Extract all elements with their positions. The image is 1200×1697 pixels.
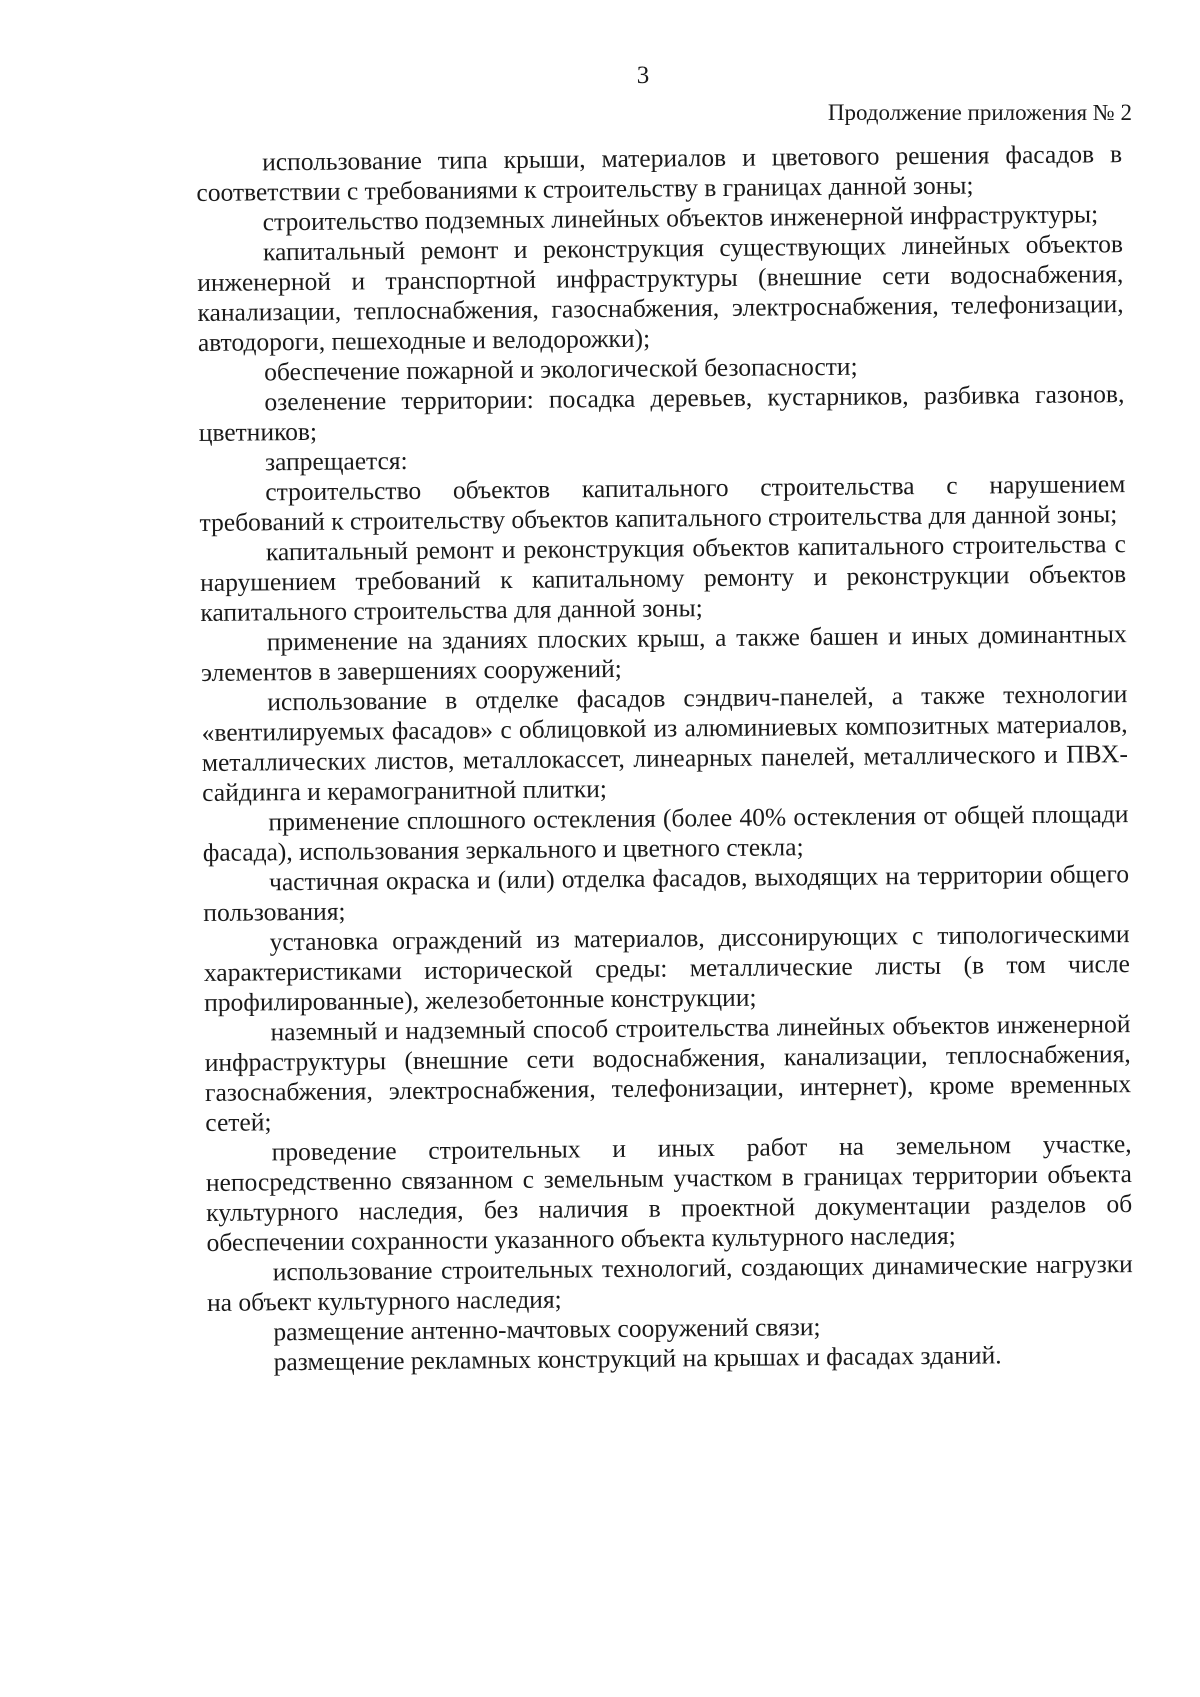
paragraph: строительство подземных линейных объектов инженерной инфраструктуры; bbox=[262, 199, 1099, 237]
appendix-continuation-header: Продолжение приложения № 2 bbox=[827, 100, 1132, 125]
paragraph: обеспечение пожарной и экологической безопасности; bbox=[264, 351, 858, 387]
paragraph: строительство объектов капитального строительства с нарушением требований к строительству объектов капитального строительства для данной зоны; bbox=[199, 469, 1126, 537]
paragraph: применение сплошного остекления (более 40% остекления от общей площади фасада), использования зеркального и цветного стекла; bbox=[202, 799, 1129, 867]
paragraph: размещение антенно-мачтовых сооружений связи; bbox=[273, 1312, 821, 1347]
paragraph: использование типа крыши, материалов и цветового решения фасадов в соответствии с требованиями к строительству в границах данной зоны; bbox=[196, 139, 1123, 207]
paragraph: использование строительных технологий, создающих динамические нагрузки на объект культурного наследия; bbox=[206, 1249, 1133, 1317]
paragraph: размещение рекламных конструкций на крышах и фасадах зданий. bbox=[273, 1340, 1002, 1377]
paragraph: использование в отделке фасадов сэндвич-панелей, а также технологии «вентилируемых фасадов» с облицовкой из алюминиевых композитных материалов, металлических листов, металлокассет, линеарных панелей, металлического и ПВХ-сайдинга и керамогранитной плитки; bbox=[201, 679, 1128, 807]
paragraph: проведение строительных и иных работ на земельном участке, непосредственно связанном с земельным участком в границах территории объекта культурного наследия, без наличия в проектной документации разделов об обеспечении сохранности указанного объекта культурного наследия; bbox=[205, 1129, 1133, 1257]
paragraph: капитальный ремонт и реконструкция объектов капитального строительства с нарушением требований к капитальному ремонту и реконструкции объектов капитального строительства для данной зоны; bbox=[200, 529, 1127, 627]
paragraph: применение на зданиях плоских крыш, а также башен и иных доминантных элементов в завершениях сооружений; bbox=[200, 619, 1127, 687]
paragraph: запрещается: bbox=[264, 445, 408, 477]
page-number: 3 bbox=[636, 62, 650, 89]
paragraph: наземный и надземный способ строительства линейных объектов инженерной инфраструктуры (внешние сети водоснабжения, канализации, теплоснабжения, газоснабжения, электроснабжения, телефонизации, интернет), кроме временных сетей; bbox=[204, 1009, 1132, 1137]
document-body bbox=[196, 139, 1134, 1378]
paragraph: установка ограждений из материалов, диссонирующих с типологическими характеристиками исторической среды: металлические листы (в том числе профилированные), железобетонные конструкции; bbox=[203, 919, 1131, 1017]
paragraph: частичная окраска и (или) отделка фасадов, выходящих на территории общего пользования; bbox=[203, 859, 1130, 927]
paragraph: капитальный ремонт и реконструкция существующих линейных объектов инженерной и транспортной инфраструктуры (внешние сети водоснабжения, канализации, теплоснабжения, газоснабжения, электроснабжения, телефонизации, автодороги, пешеходные и велодорожки); bbox=[197, 229, 1124, 357]
paragraph: озеленение территории: посадка деревьев, кустарников, разбивка газонов, цветников; bbox=[198, 379, 1125, 447]
